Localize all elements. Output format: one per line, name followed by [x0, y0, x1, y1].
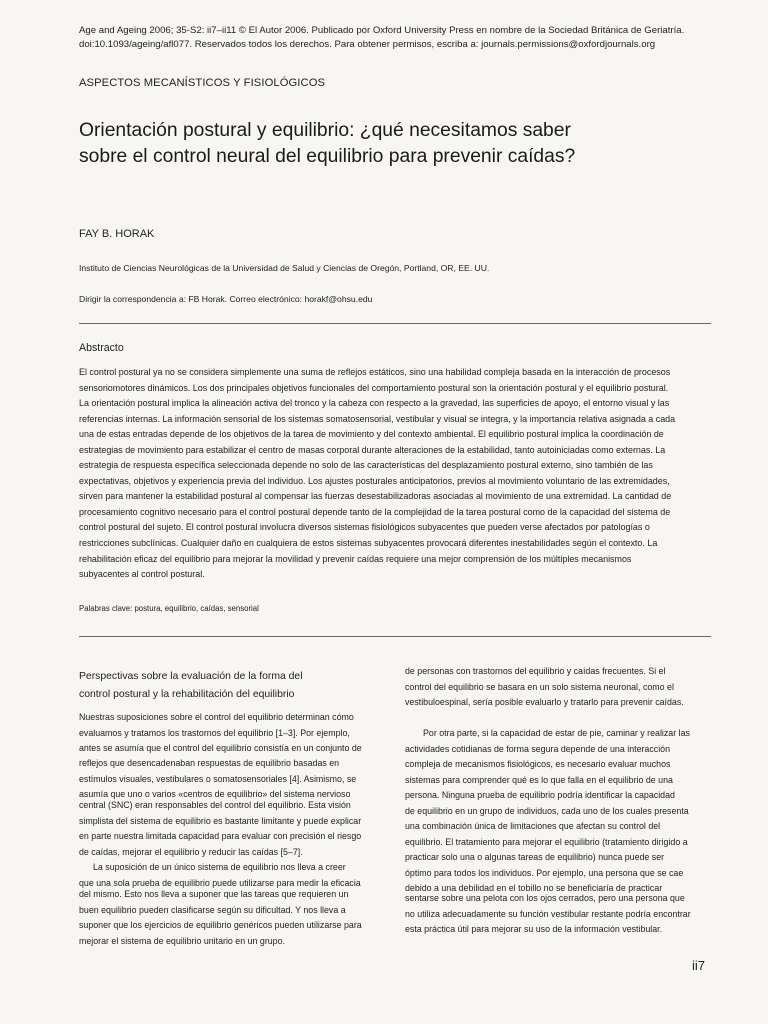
text-line: estímulos visuales, vestibulares o somatosensoriales [4]. Asimismo, se: [79, 773, 357, 784]
divider: [79, 636, 711, 637]
text-line: actividades cotidianas de forma segura depende de una interacción: [405, 743, 670, 754]
affiliation: Instituto de Ciencias Neurológicas de la Universidad de Salud y Ciencias de Oregón, Portland, OR, EE. UU.: [79, 263, 490, 273]
heading-line: control postural y la rehabilitación del equilibrio: [79, 688, 295, 700]
text-line: practicar solo una o algunas tareas de equilibrio) nunca puede ser: [405, 852, 665, 862]
abstract-line: referencias internas. La información sensorial de los sistemas somatosensorial, vestibular y visual se integra, y la importancia relativa asignada a cada: [79, 413, 676, 424]
text-line: vestibuloespinal, sería posible evaluarlo y tratarlo para prevenir caídas.: [405, 697, 684, 707]
keywords: Palabras clave: postura, equilibrio, caídas, sensorial: [79, 604, 259, 613]
text-line: debido a una debilidad en el tobillo no se beneficiaría de practicar: [405, 883, 663, 893]
author-name: FAY B. HORAK: [79, 228, 155, 240]
text-line: buen equilibrio pueden clasificarse según su dificultad. Y nos lleva a: [79, 904, 346, 915]
abstract-line: sirven para mantener la estabilidad postural al compensar las fuerzas desestabilizadoras asociadas al movimiento de una extremidad. La cantidad de: [79, 491, 672, 502]
page-number: ii7: [692, 958, 706, 973]
article-title: [79, 118, 719, 170]
text-line: evaluamos y tratamos los trastornos del equilibrio [1–3]. Por ejemplo,: [79, 727, 350, 738]
journal-citation: Age and Ageing 2006; 35-S2: ii7–ii11 © El Autor 2006. Publicado por Oxford University Press en nombre de la Sociedad Británica de Geriatría.: [79, 25, 685, 36]
text-line: no utiliza adecuadamente su función vestibular restante podría encontrar: [405, 908, 691, 919]
text-line: asumía que uno o varios «centros de equilibrio» del sistema nervioso: [79, 789, 351, 799]
text-line: antes se asumía que el control del equilibrio consistía en un conjunto de: [79, 743, 362, 753]
abstract-line: restricciones subclínicas. Cualquier daño en cualquiera de estos sistemas subyacentes provocará diferentes inestabilidades según el contexto. La: [79, 538, 658, 549]
text-line: central (SNC) eran responsables del control del equilibrio. Esta visión: [79, 800, 351, 810]
text-line: simplista del sistema de equilibrio es bastante limitante y puede explicar: [79, 815, 362, 826]
text-line: en parte nuestra limitada capacidad para evaluar con precisión el riesgo: [79, 831, 362, 841]
paragraph: [405, 726, 690, 897]
abstract-line: control postural del sujeto. El control postural involucra diversos sistemas fisiológicos subyacentes que pueden verse afectados por patologías o: [79, 522, 650, 533]
doi-line: doi:10.1093/ageing/afl077. Reservados todos los derechos. Para obtener permisos, escriba a: journals.permissions@oxfordjournals.org: [79, 39, 656, 50]
text-line: de caídas, mejorar el equilibrio y reducir las caídas [5–7].: [79, 846, 303, 857]
title-line: sobre el control neural del equilibrio para prevenir caídas?: [79, 146, 576, 167]
abstract-line: estrategia de respuesta específica seleccionada depende no solo de las características del desplazamiento postural externo, sino también de las: [79, 460, 653, 471]
text-line: una combinación única de limitaciones que afectan su control del: [405, 821, 661, 831]
text-line: mejorar el sistema de equilibrio unitario en un grupo.: [79, 935, 285, 946]
abstract-line: estrategias de movimiento para estabilizar el centro de masas corporal durante alteraciones de la estabilidad, tanto autoiniciadas como externas. La: [79, 444, 666, 455]
text-line: Nuestras suposiciones sobre el control del equilibrio determinan cómo: [79, 712, 354, 722]
abstract-line: El control postural ya no se considera simplemente una suma de reflejos estáticos, sino una habilidad compleja basada en la interacción de procesos: [79, 367, 671, 377]
paragraph: [79, 887, 362, 949]
abstract-heading: Abstracto: [79, 342, 124, 354]
text-line: equilibrio. El tratamiento para mejorar el equilibrio (tratamiento dirigido a: [405, 836, 688, 847]
text-line: esta práctica útil para mejorar su uso de la información vestibular.: [405, 924, 663, 934]
text-line: sistemas para comprender qué es lo que falla en el equilibrio de una: [405, 774, 673, 785]
section-heading: [79, 668, 303, 703]
section-label: ASPECTOS MECANÍSTICOS Y FISIOLÓGICOS: [79, 77, 326, 89]
abstract-line: subyacentes al control postural.: [79, 569, 205, 580]
text-line: Por otra parte, si la capacidad de estar de pie, caminar y realizar las: [423, 728, 690, 738]
text-line: sentarse sobre una pelota con los ojos cerrados, pero una persona que: [405, 893, 685, 903]
abstract-line: La orientación postural implica la alineación activa del tronco y la cabeza con respecto a la gravedad, las superficies de apoyo, el entorno visual y las: [79, 398, 670, 409]
divider: [79, 323, 711, 324]
abstract-line: sensoriomotores dinámicos. Los dos principales objetivos funcionales del comportamiento postural son la orientación postural y el equilibrio postural.: [79, 382, 669, 393]
text-line: del mismo. Esto nos lleva a suponer que las tareas que requieren un: [79, 889, 349, 899]
paragraph: [79, 710, 362, 757]
title-line: Orientación postural y equilibrio: ¿qué necesitamos saber: [79, 120, 571, 141]
abstract-line: rehabilitación eficaz del equilibrio para mejorar la movilidad y prevenir caídas requiere una mejor comprensión de los múltiples mecanismos: [79, 553, 632, 564]
text-line: de personas con trastornos del equilibrio y caídas frecuentes. Si el: [405, 666, 666, 676]
text-line: óptimo para todos los individuos. Por ejemplo, una persona que se cae: [405, 867, 684, 878]
text-line: La suposición de un único sistema de equilibrio nos lleva a creer: [93, 862, 346, 872]
abstract-body: [79, 365, 719, 583]
text-line: de equilibrio en un grupo de individuos, cada uno de los cuales presenta: [405, 805, 689, 816]
text-line: suponer que los ejercicios de equilibrio genéricos pueden utilizarse para: [79, 920, 362, 930]
correspondence: Dirigir la correspondencia a: FB Horak. Correo electrónico: horakf@ohsu.edu: [79, 294, 373, 304]
abstract-line: una de estas entradas depende de los objetivos de la tarea de movimiento y del contexto ambiental. El equilibrio postural implica la coordinación de: [79, 429, 664, 440]
text-line: que una sola prueba de equilibrio puede utilizarse para medir la eficacia: [79, 877, 361, 888]
paragraph: [405, 891, 691, 938]
paragraph: [79, 756, 356, 803]
paragraph: [79, 798, 361, 891]
text-line: compleja de mecanismos fisiológicos, es necesario evaluar muchos: [405, 759, 671, 769]
text-line: persona. Ninguna prueba de equilibrio podría identificar la capacidad: [405, 790, 675, 800]
abstract-line: procesamiento cognitivo necesario para el control postural depende tanto de la complejidad de la tarea postural como de la capacidad del sistema de: [79, 506, 671, 517]
abstract-line: expectativas, objetivos y experiencia previa del individuo. Los ajustes posturales anticipatorios, previos al movimiento voluntario de las extremidades,: [79, 475, 670, 486]
text-line: reflejos que desencadenaban respuestas de equilibrio basadas en: [79, 758, 340, 768]
text-line: control del equilibrio se basara en un solo sistema neuronal, como el: [405, 681, 674, 692]
paragraph: [405, 664, 684, 711]
heading-line: Perspectivas sobre la evaluación de la forma del: [79, 671, 303, 682]
